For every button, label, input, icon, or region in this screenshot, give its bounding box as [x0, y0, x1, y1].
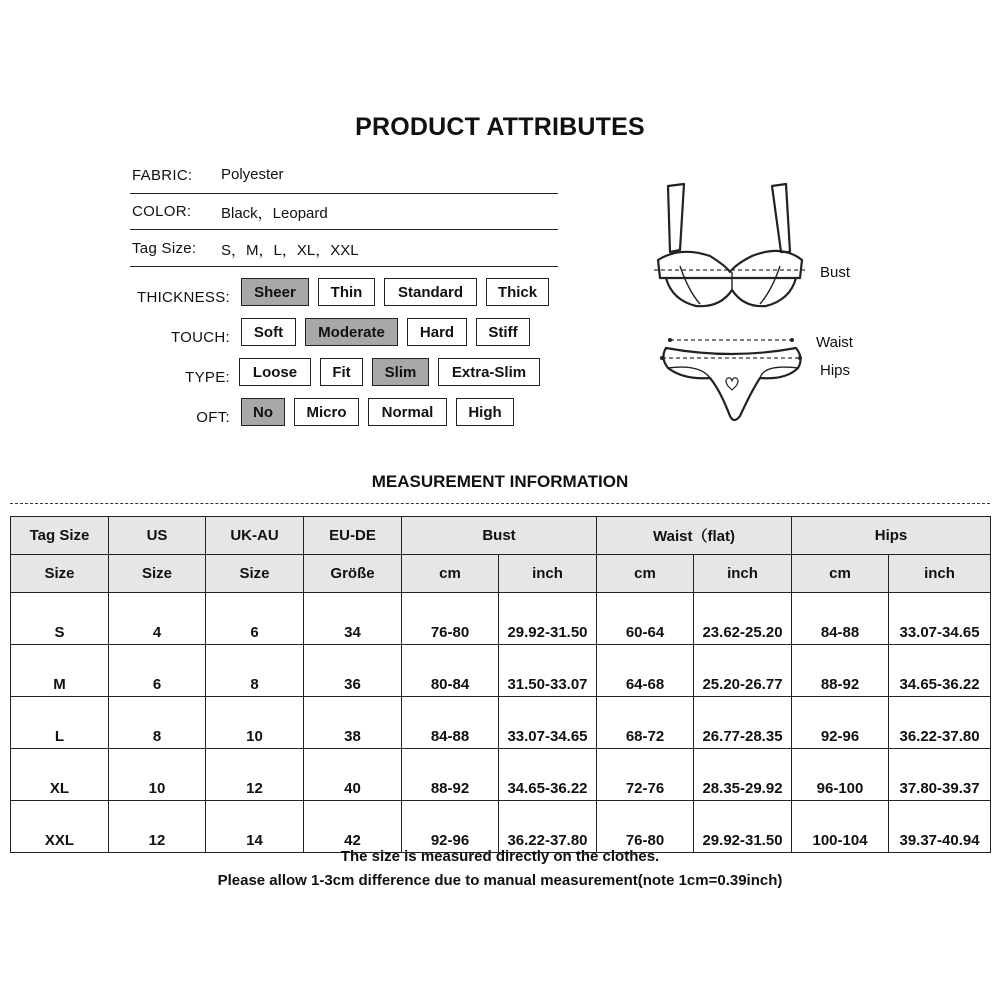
option-label: TOUCH: [170, 329, 230, 346]
table-cell: 23.62-25.20 [694, 593, 792, 645]
hips-label: Hips [820, 362, 851, 379]
option-soft[interactable]: Soft [241, 318, 296, 346]
table-cell: 26.77-28.35 [694, 697, 792, 749]
table-cell: 80-84 [402, 645, 499, 697]
header-cell: inch [694, 555, 792, 593]
option-thick[interactable]: Thick [486, 278, 549, 306]
table-cell: 8 [109, 697, 206, 749]
table-cell: L [11, 697, 109, 749]
option-row-thickness [120, 278, 580, 310]
note-measured: The size is measured directly on the clothes. [340, 848, 660, 865]
table-cell: 12 [206, 749, 304, 801]
table-cell: 84-88 [792, 593, 889, 645]
header-cell: Bust [402, 517, 597, 555]
option-stiff[interactable]: Stiff [476, 318, 530, 346]
table-cell: 34 [304, 593, 402, 645]
table-cell: 6 [206, 593, 304, 645]
table-cell: 33.07-34.65 [889, 593, 991, 645]
option-sheer[interactable]: Sheer [241, 278, 309, 306]
attr-row-tag-size [130, 230, 558, 267]
attr-row-color [130, 193, 558, 230]
waist-label: Waist [816, 334, 853, 351]
attr-label: FABRIC: [132, 167, 193, 184]
table-cell: 4 [109, 593, 206, 645]
header-row-1 [11, 517, 991, 555]
header-cell: cm [402, 555, 499, 593]
table-cell: 14 [206, 801, 304, 853]
table-cell: 29.92-31.50 [694, 801, 792, 853]
option-row-touch [120, 318, 580, 350]
table-row [11, 645, 991, 697]
header-cell: UK-AU [206, 517, 304, 555]
option-thin[interactable]: Thin [318, 278, 375, 306]
table-row [11, 593, 991, 645]
table-cell: 31.50-33.07 [499, 645, 597, 697]
table-cell: 68-72 [597, 697, 694, 749]
attr-value: Black，Leopard [221, 205, 328, 222]
header-cell: Size [109, 555, 206, 593]
header-cell: Size [206, 555, 304, 593]
option-no[interactable]: No [241, 398, 285, 426]
table-cell: 38 [304, 697, 402, 749]
option-row-type [120, 358, 580, 390]
option-label: TYPE: [185, 369, 230, 386]
option-micro[interactable]: Micro [294, 398, 359, 426]
table-cell: 10 [206, 697, 304, 749]
attr-label: Tag Size: [132, 240, 197, 257]
garment-diagram [640, 180, 880, 440]
table-cell: 88-92 [402, 749, 499, 801]
table-cell: 36 [304, 645, 402, 697]
table-cell: 100-104 [792, 801, 889, 853]
table-cell: 29.92-31.50 [499, 593, 597, 645]
header-cell: inch [889, 555, 991, 593]
attr-value: S，M，L，XL，XXL [221, 242, 359, 259]
header-cell: Größe [304, 555, 402, 593]
option-extra-slim[interactable]: Extra-Slim [438, 358, 540, 386]
table-cell: 76-80 [402, 593, 499, 645]
attr-row-fabric [130, 157, 558, 194]
table-cell: 34.65-36.22 [889, 645, 991, 697]
header-cell: Size [11, 555, 109, 593]
table-row [11, 801, 991, 853]
header-cell: Waist（flat) [597, 517, 792, 555]
table-cell: 42 [304, 801, 402, 853]
page-title: PRODUCT ATTRIBUTES [355, 113, 645, 141]
option-slim[interactable]: Slim [372, 358, 429, 386]
header-cell: EU-DE [304, 517, 402, 555]
table-cell: 64-68 [597, 645, 694, 697]
table-cell: 36.22-37.80 [499, 801, 597, 853]
option-normal[interactable]: Normal [368, 398, 447, 426]
note-difference: Please allow 1-3cm difference due to manual measurement(note 1cm=0.39inch) [217, 872, 783, 889]
table-cell: 40 [304, 749, 402, 801]
table-cell: 76-80 [597, 801, 694, 853]
option-standard[interactable]: Standard [384, 278, 477, 306]
table-cell: 34.65-36.22 [499, 749, 597, 801]
table-cell: 92-96 [402, 801, 499, 853]
table-cell: XXL [11, 801, 109, 853]
option-label: THICKNESS: [136, 289, 230, 306]
table-cell: 88-92 [792, 645, 889, 697]
table-cell: 12 [109, 801, 206, 853]
table-cell: 92-96 [792, 697, 889, 749]
measurement-table [10, 516, 991, 853]
option-loose[interactable]: Loose [239, 358, 311, 386]
table-cell: 36.22-37.80 [889, 697, 991, 749]
table-cell: 96-100 [792, 749, 889, 801]
option-hard[interactable]: Hard [407, 318, 467, 346]
table-row [11, 749, 991, 801]
table-cell: 33.07-34.65 [499, 697, 597, 749]
table-row [11, 697, 991, 749]
lingerie-illustration [640, 180, 880, 440]
table-cell: M [11, 645, 109, 697]
table-cell: S [11, 593, 109, 645]
table-cell: 84-88 [402, 697, 499, 749]
table-cell: 28.35-29.92 [694, 749, 792, 801]
header-cell: inch [499, 555, 597, 593]
table-cell: 6 [109, 645, 206, 697]
table-cell: XL [11, 749, 109, 801]
table-cell: 10 [109, 749, 206, 801]
option-fit[interactable]: Fit [320, 358, 363, 386]
option-high[interactable]: High [456, 398, 514, 426]
attr-label: COLOR: [132, 203, 192, 220]
header-cell: Tag Size [11, 517, 109, 555]
header-cell: US [109, 517, 206, 555]
table-cell: 37.80-39.37 [889, 749, 991, 801]
bust-label: Bust [820, 264, 851, 281]
header-row-2 [11, 555, 991, 593]
measurement-title: MEASUREMENT INFORMATION [371, 472, 629, 491]
table-cell: 72-76 [597, 749, 694, 801]
table-cell: 8 [206, 645, 304, 697]
table-cell: 39.37-40.94 [889, 801, 991, 853]
option-row-oft [120, 398, 580, 430]
header-cell: cm [597, 555, 694, 593]
table-cell: 25.20-26.77 [694, 645, 792, 697]
attr-value: Polyester [221, 166, 284, 183]
header-cell: cm [792, 555, 889, 593]
option-label: OFT: [196, 409, 230, 426]
table-cell: 60-64 [597, 593, 694, 645]
option-moderate[interactable]: Moderate [305, 318, 398, 346]
dashed-divider [10, 503, 990, 504]
header-cell: Hips [792, 517, 991, 555]
